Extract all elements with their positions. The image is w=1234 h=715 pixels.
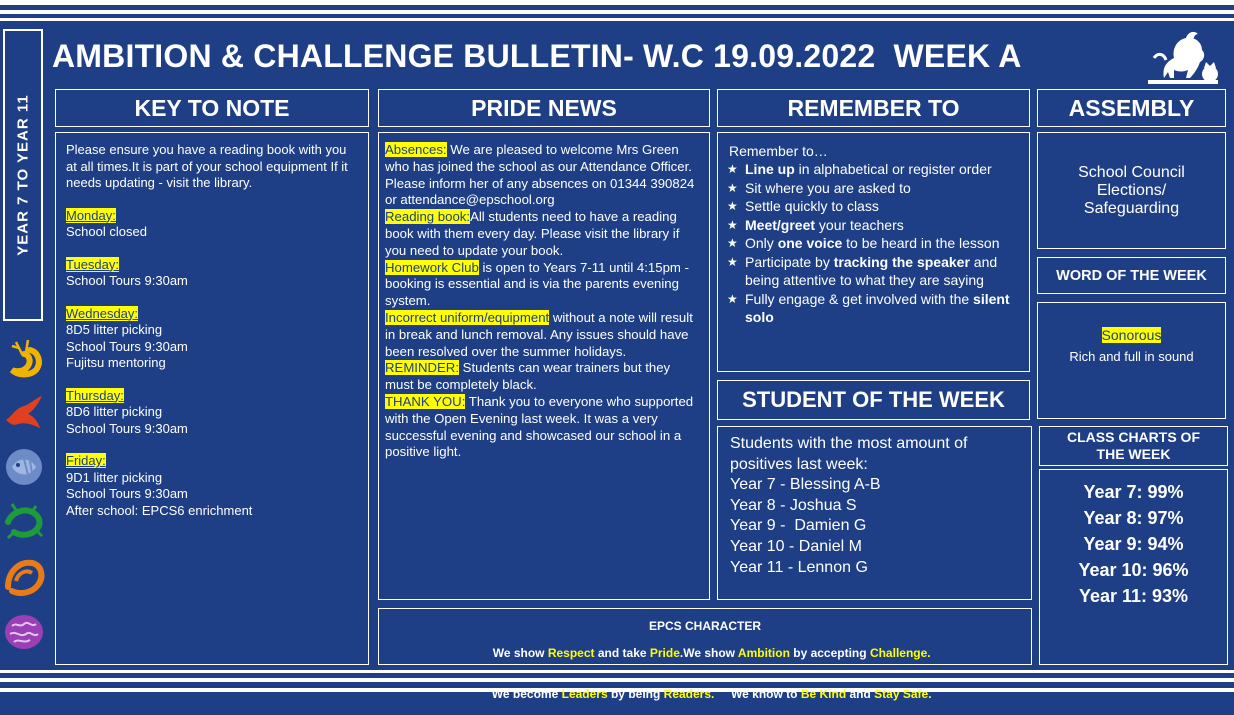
remember-item: ★ Participate by tracking the speaker and being attentive to what they are saying — [725, 253, 1021, 290]
news-label: THANK YOU: — [385, 393, 466, 409]
pride-news-panel — [378, 132, 710, 600]
day-line: Fujitsu mentoring — [66, 355, 166, 370]
news-text: We are pleased to welcome Mrs Green who has joined the school as our Attendance Officer. Please inform her of any absences on 01344 390824 or attendance@epschool.org — [385, 142, 695, 208]
assembly-heading: ASSEMBLY — [1068, 94, 1195, 121]
key-to-note-header — [55, 89, 369, 127]
day-block — [66, 257, 360, 290]
remember-list — [725, 160, 1021, 327]
news-label: REMINDER: — [385, 360, 459, 376]
remember-item: ★ Fully engage & get involved with the silent solo — [725, 290, 1021, 327]
class-charts-panel — [1039, 469, 1228, 665]
top-stripe — [0, 0, 1234, 5]
class-charts-header — [1039, 426, 1228, 466]
remember-intro: Remember to… — [729, 143, 828, 159]
class-chart-row: Year 8: 97% — [1083, 508, 1184, 528]
day-block — [66, 453, 360, 519]
class-chart-row: Year 11: 93% — [1078, 586, 1189, 606]
assembly-header — [1037, 89, 1226, 127]
year-band-label: YEAR 7 TO YEAR 11 — [14, 94, 32, 256]
student-of-week-panel — [717, 426, 1032, 600]
remember-to-panel — [717, 132, 1030, 372]
word-of-week-header — [1037, 257, 1226, 294]
day-label: Monday: — [66, 207, 116, 223]
day-block — [66, 388, 360, 438]
armadillo-icon — [2, 555, 46, 599]
day-line: After school: EPCS6 enrichment — [66, 502, 253, 518]
word-of-week: Sonorous — [1101, 327, 1162, 343]
day-line: School closed — [66, 224, 147, 239]
day-label: Wednesday: — [66, 305, 139, 321]
news-text: Thank you to everyone who supported with the Open Evening last week. It was a very successful evening and showcased our school in a positive light. — [385, 393, 694, 460]
student-row: Year 9 - Damien G — [730, 517, 867, 535]
news-label: Incorrect uniform/equipment — [385, 309, 550, 325]
day-line: School Tours 9:30am — [66, 486, 188, 501]
remember-item: ★ Sit where you are asked to — [725, 179, 1021, 198]
character-heading: EPCS CHARACTER — [648, 619, 761, 633]
remember-item: ★ Only one voice to be heard in the lesson — [725, 234, 1021, 253]
pride-news-heading: PRIDE NEWS — [471, 94, 617, 121]
pride-news-body — [385, 142, 701, 461]
fish-icon — [2, 445, 46, 489]
news-label: Absences: — [385, 142, 447, 157]
day-line: 9D1 litter picking — [66, 469, 163, 485]
student-of-week-heading: STUDENT OF THE WEEK — [742, 387, 1005, 412]
remember-to-header — [717, 89, 1030, 127]
day-block — [66, 306, 360, 372]
day-line: School Tours 9:30am — [66, 420, 188, 436]
student-row: Year 8 - Joshua S — [730, 496, 857, 514]
news-text: is open to Years 7-11 until 4:15pm - booking is essential and is via the parents evening system. — [385, 259, 689, 309]
student-of-week-intro: Students with the most amount of positives last week: — [730, 435, 968, 473]
lizard-icon — [2, 500, 46, 544]
word-of-week-heading: WORD OF THE WEEK — [1056, 267, 1207, 284]
news-text: All students need to have a reading book with them every day. Please visit the library if you need to update your book. — [385, 209, 680, 258]
news-text: without a note will result in break and lunch removal. Any issues should have been resolved over the summer holidays. — [385, 309, 693, 359]
day-block — [66, 208, 360, 241]
pride-news-header — [378, 89, 710, 127]
day-label: Friday: — [66, 453, 106, 468]
brain-icon — [2, 610, 46, 654]
top-stripe — [0, 10, 1234, 14]
remember-item: ★ Line up in alphabetical or register order — [725, 160, 1021, 179]
news-label: Homework Club — [385, 259, 479, 275]
assembly-topic: School Council Elections/ Safeguarding — [1078, 163, 1185, 217]
remember-item: ★ Meet/greet your teachers — [725, 216, 1021, 235]
character-panel — [378, 608, 1032, 701]
class-chart-row: Year 9: 94% — [1083, 534, 1184, 554]
student-of-week-header — [717, 380, 1030, 420]
news-label: Reading book: — [385, 209, 471, 225]
key-to-note-heading: KEY TO NOTE — [134, 94, 290, 121]
day-line: 8D5 litter picking — [66, 322, 163, 337]
class-chart-row: Year 10: 96% — [1078, 560, 1189, 580]
day-line: School Tours 9:30am — [66, 273, 188, 288]
top-stripe — [0, 18, 1234, 21]
student-row: Year 10 - Daniel M — [730, 538, 862, 556]
key-to-note-panel — [55, 132, 369, 665]
character-line-2: We become Leaders by being Readers. We know to Be Kind and Stay Safe. — [491, 686, 932, 701]
day-line: School Tours 9:30am — [66, 338, 188, 354]
student-row: Year 11 - Lennon G — [730, 558, 868, 576]
bulletin-title: AMBITION & CHALLENGE BULLETIN- W.C 19.09.2022 WEEK A — [52, 38, 1022, 74]
student-row: Year 7 - Blessing A-B — [730, 476, 881, 493]
word-definition: Rich and full in sound — [1069, 349, 1194, 364]
character-line-1: We show Respect and take Pride.We show Ambition by accepting Challenge. — [492, 646, 931, 660]
year-band — [3, 29, 43, 321]
class-charts-heading: CLASS CHARTS OF THE WEEK — [1067, 429, 1200, 462]
lion-logo-icon — [1144, 28, 1222, 88]
remember-item: ★ Settle quickly to class — [725, 197, 1021, 216]
assembly-panel — [1037, 132, 1226, 249]
word-of-week-panel — [1037, 302, 1226, 419]
day-label: Thursday: — [66, 387, 124, 403]
day-line: 8D6 litter picking — [66, 404, 163, 419]
bird-icon — [2, 390, 46, 434]
day-label: Tuesday: — [66, 256, 119, 272]
key-to-note-intro: Please ensure you have a reading book with you at all times.It is part of your school equipment If it needs updating - visit the library. — [66, 142, 348, 190]
news-text: Students can wear trainers but they must be completely black. — [385, 360, 671, 393]
class-chart-row: Year 7: 99% — [1083, 482, 1184, 502]
remember-to-heading: REMEMBER TO — [787, 94, 960, 121]
deer-icon — [2, 336, 46, 380]
